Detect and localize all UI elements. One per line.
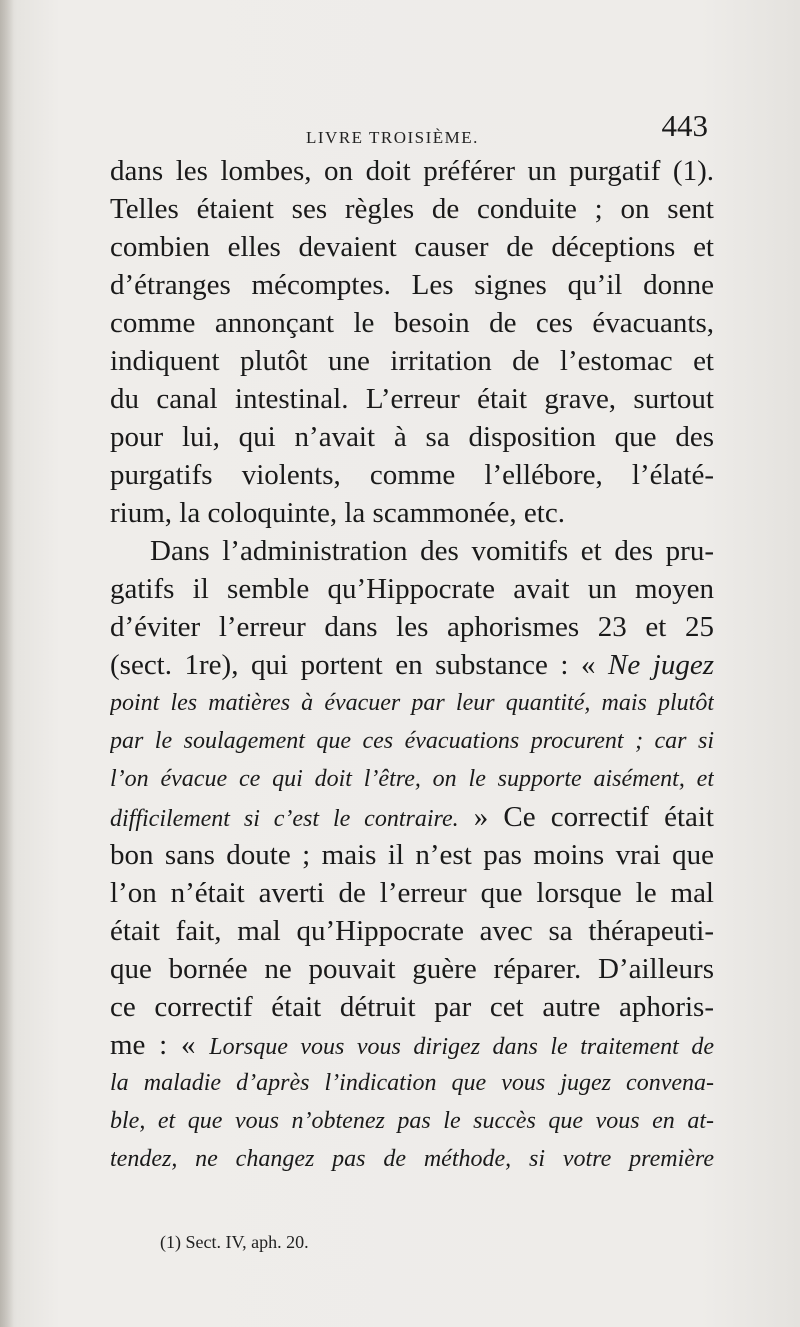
page-number: 443 — [661, 108, 708, 143]
text-italic: difficilement si c’est le contraire. — [110, 806, 459, 832]
text-line: combien elles devaient causer de déceptions et — [110, 231, 714, 263]
text-roman: » Ce correctif était — [458, 801, 714, 833]
text-line: indiquent plutôt une irritation de l’estomac et — [110, 345, 714, 377]
text-line: du canal intestinal. L’erreur était grave, surtout — [110, 383, 714, 415]
text-line: bon sans doute ; mais il n’est pas moins vrai que — [110, 839, 714, 871]
text-line-italic: ble, et que vous n’obtenez pas le succès que vous en at- — [110, 1108, 714, 1134]
text-line: ce correctif était détruit par cet autre aphoris- — [110, 991, 714, 1023]
text-line: que bornée ne pouvait guère réparer. D’ailleurs — [110, 953, 714, 985]
text-roman: me : « — [110, 1029, 210, 1061]
text-line: pour lui, qui n’avait à sa disposition que des — [110, 421, 714, 453]
text-line: Telles étaient ses règles de conduite ; on sent — [110, 193, 714, 225]
text-line: rium, la coloquinte, la scammonée, etc. — [110, 497, 565, 529]
text-line: gatifs il semble qu’Hippocrate avait un moyen — [110, 573, 714, 605]
text-line: purgatifs violents, comme l’ellébore, l’élaté- — [110, 459, 714, 491]
text-line-mixed — [110, 798, 714, 836]
text-line-italic: la maladie d’après l’indication que vous jugez convena- — [110, 1070, 714, 1096]
text-line: d’éviter l’erreur dans les aphorismes 23 et 25 — [110, 611, 714, 643]
text-roman: (sect. 1re), qui portent en substance : « — [110, 649, 609, 681]
text-line: Dans l’administration des vomitifs et des pru- — [150, 535, 714, 567]
text-line-italic: point les matières à évacuer par leur quantité, mais plutôt — [110, 690, 714, 716]
text-line: dans les lombes, on doit préférer un purgatif (1). — [110, 155, 714, 187]
text-line: d’étranges mécomptes. Les signes qu’il donne — [110, 269, 714, 301]
footnote: (1) Sect. IV, aph. 20. — [160, 1232, 309, 1252]
text-line-mixed — [110, 1026, 714, 1064]
text-line-italic: l’on évacue ce qui doit l’être, on le supporte aisément, et — [110, 766, 714, 792]
text-line: l’on n’était averti de l’erreur que lorsque le mal — [110, 877, 714, 909]
text-line-italic: par le soulagement que ces évacuations procurent ; car si — [110, 728, 714, 754]
body-text — [110, 152, 714, 1178]
text-line: comme annonçant le besoin de ces évacuants, — [110, 307, 714, 339]
text-italic: Lorsque vous vous dirigez dans le traitement de — [209, 1034, 714, 1060]
text-line-mixed — [110, 646, 714, 684]
text-line-italic: tendez, ne changez pas de méthode, si votre première — [110, 1146, 714, 1172]
gutter-shadow — [0, 0, 14, 1327]
running-head: LIVRE TROISIÈME. — [306, 128, 479, 147]
text-italic: Ne jugez — [608, 649, 714, 681]
text-line: était fait, mal qu’Hippocrate avec sa thérapeuti- — [110, 915, 714, 947]
